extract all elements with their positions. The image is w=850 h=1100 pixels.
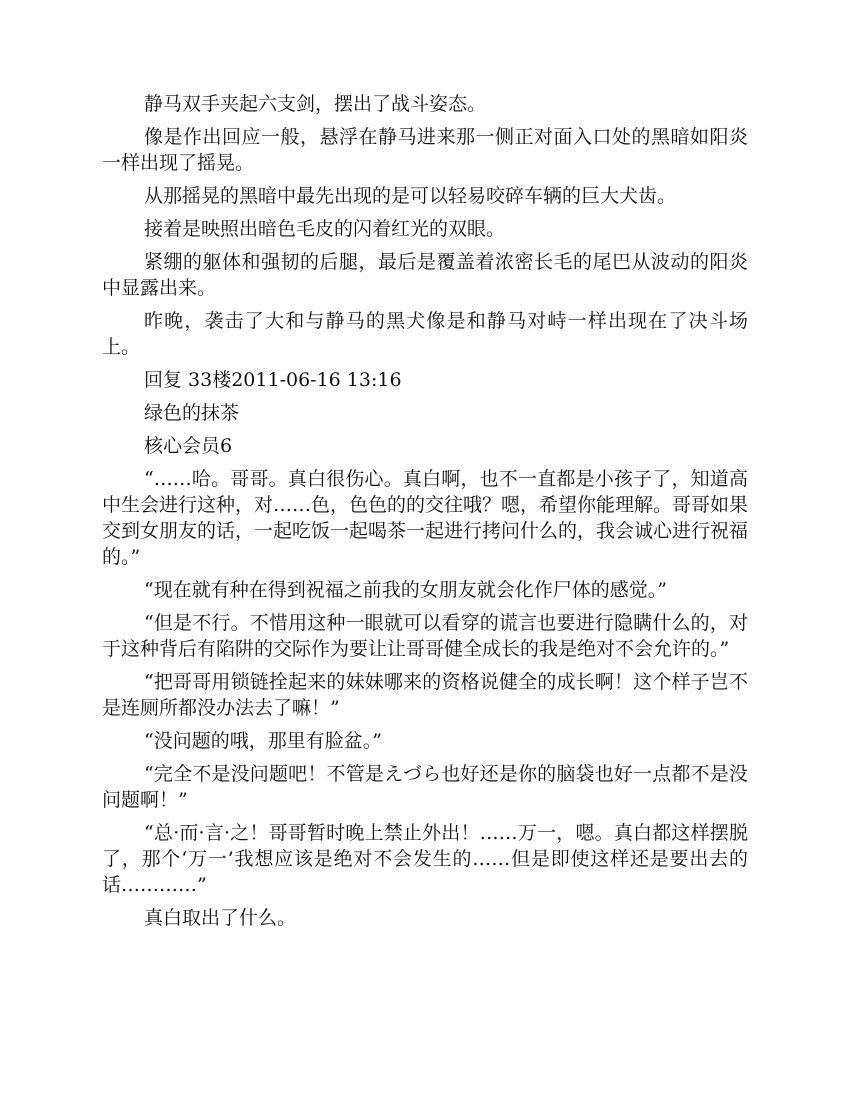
paragraph: “现在就有种在得到祝福之前我的女朋友就会化作尸体的感觉。” [144, 579, 667, 601]
paragraph: 昨晚，袭击了大和与静马的黑犬像是和静马对峙一样出现在了决斗场上。 [102, 310, 748, 358]
paragraph: “没问题的哦，那里有脸盆。” [144, 730, 382, 752]
post-author-name: 绿色的抹茶 [144, 402, 240, 424]
post-reply-timestamp: 回复 33楼2011-06-16 13:16 [144, 369, 402, 391]
paragraph: 真白取出了什么。 [144, 907, 297, 929]
paragraph: “完全不是没问题吧！不管是えづら也好还是你的脑袋也好一点都不是没问题啊！” [102, 763, 748, 811]
paragraph: 像是作出回应一般，悬浮在静马进来那一侧正对面入口处的黑暗如阳炎一样出现了摇晃。 [102, 126, 748, 174]
paragraph: “……哈。哥哥。真白很伤心。真白啊，也不一直都是小孩子了，知道高中生会进行这种，对……色，色色的的交往哦？嗯，希望你能理解。哥哥如果交到女朋友的话，一起吃饭一起喝茶一起进行拷问什么的，我会诚心进行祝福的。” [102, 468, 749, 568]
paragraph: “但是不行。不惜用这种一眼就可以看穿的谎言也要进行隐瞒什么的，对于这种背后有陷阱的交际作为要让让哥哥健全成长的我是绝对不会允许的。” [102, 612, 748, 660]
paragraph: “把哥哥用锁链拴起来的妹妹哪来的资格说健全的成长啊！这个样子岂不是连厕所都没办法去了嘛！” [102, 671, 748, 719]
paragraph: 从那摇晃的黑暗中最先出现的是可以轻易咬碎车辆的巨大犬齿。 [144, 185, 677, 207]
paragraph: 紧绷的躯体和强韧的后腿，最后是覆盖着浓密长毛的尾巴从波动的阳炎中显露出来。 [102, 251, 748, 299]
paragraph: 接着是映照出暗色毛皮的闪着红光的双眼。 [144, 218, 506, 240]
post-author-rank: 核心会员6 [144, 435, 233, 457]
paragraph: 静马双手夹起六支剑，摆出了战斗姿态。 [144, 93, 487, 115]
paragraph: “总·而·言·之！哥哥暂时晚上禁止外出！……万一，嗯。真白都这样摆脱了，那个‘万一’我想应该是绝对不会发生的……但是即使这样还是要出去的话…………” [102, 822, 748, 896]
document-page [102, 91, 748, 938]
